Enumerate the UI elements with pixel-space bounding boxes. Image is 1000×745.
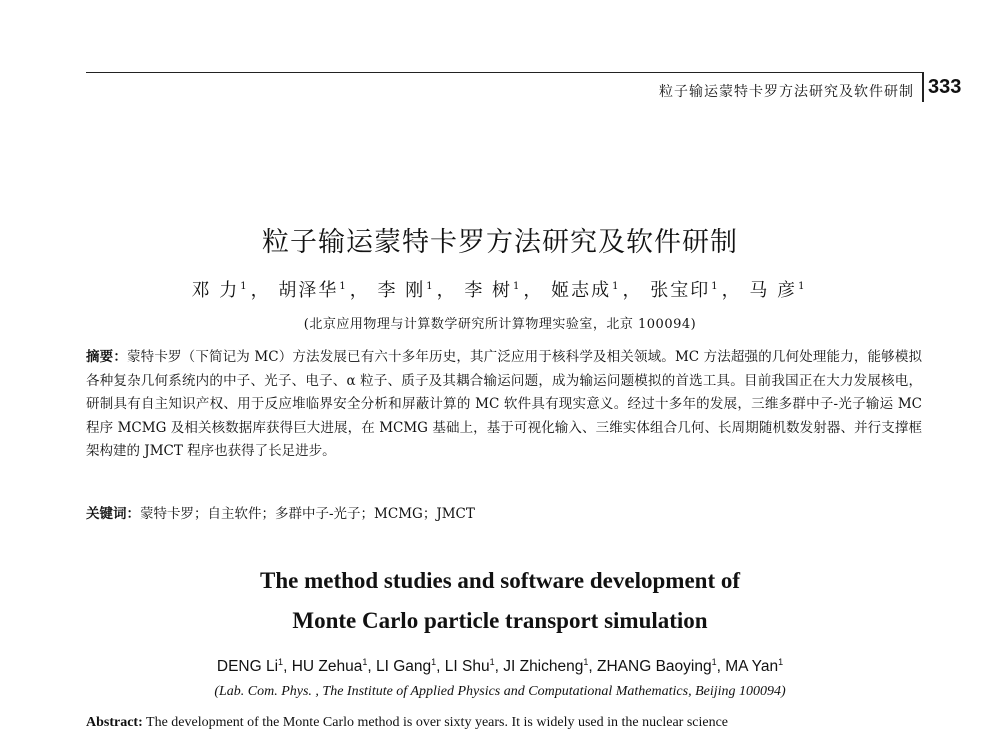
author-en: DENG Li$^1$, <box>216 657 292 676</box>
header-divider <box>922 72 924 102</box>
running-title: 粒子输运蒙特卡罗方法研究及软件研制 <box>659 84 914 100</box>
abstract-cn <box>86 346 922 464</box>
paper-title-en <box>0 561 1000 641</box>
author-cn: 张宝印$^1$ ， <box>650 280 742 301</box>
author-cn: 邓 力$^1$ ， <box>191 280 271 301</box>
author-list-en <box>0 657 1000 676</box>
abstract-cn-label: 摘要： <box>86 349 127 365</box>
abstract-en-label: Abstract: <box>86 715 143 730</box>
author-en: LI Gang$^1$, <box>375 657 445 676</box>
abstract-cn-text: 蒙特卡罗（下简记为 MC）方法发展已有六十多年历史，其广泛应用于核科学及相关领域。MC 方法超强的几何处理能力，能够模拟各种复杂几何系统内的中子、光子、电子、α 粒子、质子及其耦合输运问题，成为输运问题模拟的首选工具。目前我国正在大力发展核电，研制具有自主知识产权、用于反应堆临界安全分析和屏蔽计算的 MC 软件具有现实意义。经过十多年的发展，三维多群中子-光子输运 MC 程序 MCMG 及相关核数据库获得巨大进展，在 MCMG 基础上，基于可视化输入、三维实体组合几何、长周期随机数发射器、并行支撑框架构建的 JMCT 程序也获得了长足进步。 <box>86 349 923 459</box>
paper-title-cn: 粒子输运蒙特卡罗方法研究及软件研制 <box>262 227 738 258</box>
affiliation-en: (Lab. Com. Phys. , The Institute of Applied Physics and Computational Mathematics, Beijing 100094) <box>214 684 786 699</box>
author-cn: 李 树$^1$ ， <box>464 280 544 301</box>
abstract-en <box>86 710 922 735</box>
affiliation-cn: (北京应用物理与计算数学研究所计算物理实验室，北京 100094) <box>303 317 697 332</box>
paper-title-en-line1: The method studies and software development of <box>259 568 741 593</box>
author-en: LI Shu$^1$, <box>444 657 504 676</box>
author-cn: 马 彦$^1$ <box>749 280 807 301</box>
author-cn: 李 刚$^1$ ， <box>377 280 457 301</box>
keywords-cn-text: 蒙特卡罗；自主软件；多群中子-光子；MCMG；JMCT <box>140 506 475 522</box>
page-number: 333 <box>928 76 962 98</box>
author-cn: 姬志成$^1$ ， <box>551 280 643 301</box>
author-en: ZHANG Baoying$^1$, <box>597 657 726 676</box>
author-list-cn <box>0 276 1000 302</box>
author-en: MA Yan$^1$ <box>725 657 784 676</box>
author-en: JI Zhicheng$^1$, <box>503 657 598 676</box>
author-en: HU Zehua$^1$, <box>291 657 376 676</box>
author-cn: 胡泽华$^1$ ， <box>278 280 370 301</box>
header-rule <box>86 72 922 73</box>
abstract-en-text: The development of the Monte Carlo method is over sixty years. It is widely used in the nuclear science <box>146 715 729 730</box>
paper-title-en-line2: Monte Carlo particle transport simulation <box>292 608 708 633</box>
keywords-cn <box>86 502 922 522</box>
keywords-cn-label: 关键词： <box>86 506 140 522</box>
